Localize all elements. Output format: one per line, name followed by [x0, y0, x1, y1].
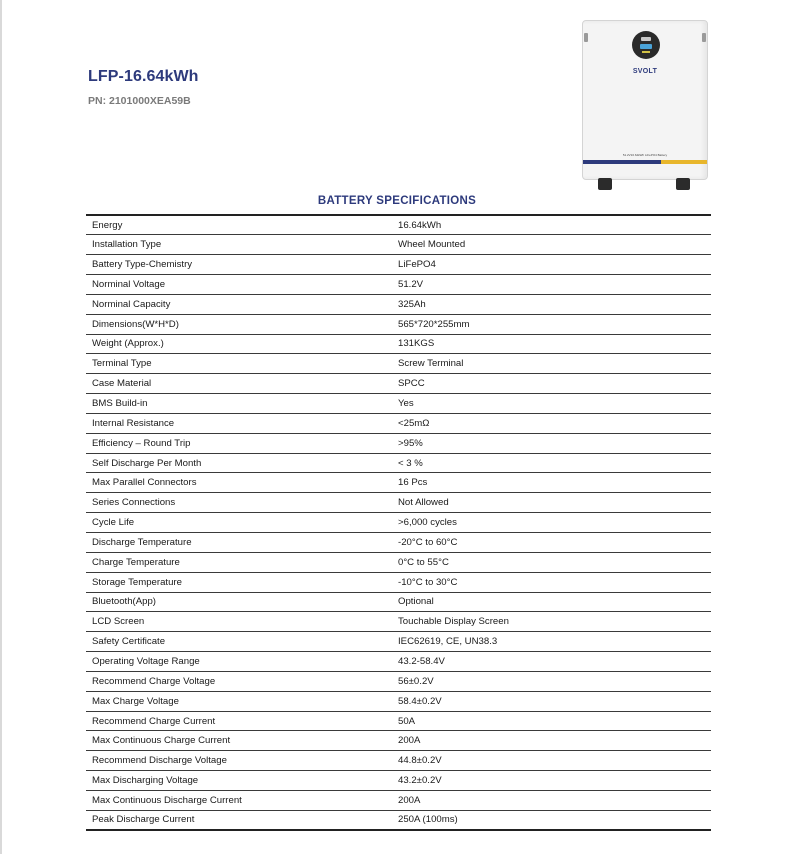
table-row: [86, 453, 711, 473]
spec-label: Internal Resistance: [86, 413, 392, 433]
spec-label: Battery Type-Chemistry: [86, 255, 392, 275]
spec-value: Optional: [392, 592, 711, 612]
table-row: [86, 810, 711, 830]
brand-logo: SVOLT: [632, 68, 658, 75]
spec-label: BMS Build-in: [86, 394, 392, 414]
spec-value: 16 Pcs: [392, 473, 711, 493]
spec-value: -20°C to 60°C: [392, 533, 711, 553]
mounting-bracket-left: [584, 33, 588, 42]
spec-label: Installation Type: [86, 235, 392, 255]
spec-label: Cycle Life: [86, 513, 392, 533]
spec-value: 250A (100ms): [392, 810, 711, 830]
spec-value: 16.64kWh: [392, 215, 711, 235]
color-stripe: [583, 160, 707, 164]
spec-label: Operating Voltage Range: [86, 652, 392, 672]
table-row: [86, 433, 711, 453]
wheel-left-icon: [598, 178, 612, 190]
table-row: [86, 374, 711, 394]
spec-value: 43.2-58.4V: [392, 652, 711, 672]
table-row: [86, 572, 711, 592]
table-row: [86, 314, 711, 334]
wheel-right-icon: [676, 178, 690, 190]
table-row: [86, 215, 711, 235]
spec-value: Not Allowed: [392, 493, 711, 513]
spec-label: Max Charge Voltage: [86, 691, 392, 711]
spec-value: Yes: [392, 394, 711, 414]
table-row: [86, 790, 711, 810]
spec-value: SPCC: [392, 374, 711, 394]
spec-label: LCD Screen: [86, 612, 392, 632]
table-row: [86, 255, 711, 275]
table-row: [86, 413, 711, 433]
spec-label: Norminal Capacity: [86, 294, 392, 314]
spec-label: Energy: [86, 215, 392, 235]
table-row: [86, 533, 711, 553]
page-edge: [0, 0, 2, 854]
spec-label: Case Material: [86, 374, 392, 394]
table-row: [86, 513, 711, 533]
spec-label: Max Parallel Connectors: [86, 473, 392, 493]
spec-label: Recommend Charge Voltage: [86, 671, 392, 691]
spec-value: >6,000 cycles: [392, 513, 711, 533]
spec-label: Dimensions(W*H*D): [86, 314, 392, 334]
spec-label: Charge Temperature: [86, 552, 392, 572]
spec-label: Peak Discharge Current: [86, 810, 392, 830]
table-row: [86, 394, 711, 414]
section-title: [0, 195, 794, 207]
table-row: [86, 652, 711, 672]
spec-label: Series Connections: [86, 493, 392, 513]
table-row: [86, 493, 711, 513]
battery-label: 51.2V16.64kWh LiFePO4 Battery: [622, 153, 668, 157]
table-row: [86, 751, 711, 771]
table-row: [86, 671, 711, 691]
spec-label: Safety Certificate: [86, 632, 392, 652]
mounting-bracket-right: [702, 33, 706, 42]
spec-value: Touchable Display Screen: [392, 612, 711, 632]
spec-value: 325Ah: [392, 294, 711, 314]
spec-value: 50A: [392, 711, 711, 731]
table-row: [86, 691, 711, 711]
spec-value: 565*720*255mm: [392, 314, 711, 334]
section-title-text: BATTERY SPECIFICATIONS: [317, 195, 477, 207]
spec-label: Weight (Approx.): [86, 334, 392, 354]
spec-value: 0°C to 55°C: [392, 552, 711, 572]
spec-value: 200A: [392, 731, 711, 751]
stripe-blue: [583, 160, 661, 164]
spec-value: 200A: [392, 790, 711, 810]
table-row: [86, 552, 711, 572]
spec-value: LiFePO4: [392, 255, 711, 275]
spec-label: Norminal Voltage: [86, 275, 392, 295]
spec-value: Screw Terminal: [392, 354, 711, 374]
spec-value: -10°C to 30°C: [392, 572, 711, 592]
table-row: [86, 334, 711, 354]
spec-value: >95%: [392, 433, 711, 453]
product-title: LFP-16.64kWh: [88, 68, 199, 85]
table-row: [86, 731, 711, 751]
specifications-table: [86, 214, 711, 831]
spec-value: <25mΩ: [392, 413, 711, 433]
spec-label: Max Discharging Voltage: [86, 771, 392, 791]
spec-label: Terminal Type: [86, 354, 392, 374]
table-row: [86, 473, 711, 493]
table-row: [86, 592, 711, 612]
stripe-gold: [661, 160, 707, 164]
table-row: [86, 354, 711, 374]
table-row: [86, 294, 711, 314]
spec-value: 58.4±0.2V: [392, 691, 711, 711]
table-row: [86, 612, 711, 632]
spec-value: 44.8±0.2V: [392, 751, 711, 771]
spec-value: 43.2±0.2V: [392, 771, 711, 791]
table-row: [86, 275, 711, 295]
spec-label: Max Continuous Charge Current: [86, 731, 392, 751]
part-number: PN: 2101000XEA59B: [88, 95, 191, 107]
spec-label: Max Continuous Discharge Current: [86, 790, 392, 810]
spec-label: Self Discharge Per Month: [86, 453, 392, 473]
spec-value: < 3 %: [392, 453, 711, 473]
spec-label: Efficiency – Round Trip: [86, 433, 392, 453]
table-row: [86, 771, 711, 791]
spec-label: Recommend Discharge Voltage: [86, 751, 392, 771]
spec-value: 131KGS: [392, 334, 711, 354]
spec-label: Storage Temperature: [86, 572, 392, 592]
spec-label: Bluetooth(App): [86, 592, 392, 612]
table-row: [86, 235, 711, 255]
battery-cabinet: [582, 20, 708, 180]
battery-product-image: [576, 20, 712, 192]
spec-label: Recommend Charge Current: [86, 711, 392, 731]
spec-value: 56±0.2V: [392, 671, 711, 691]
spec-value: IEC62619, CE, UN38.3: [392, 632, 711, 652]
table-row: [86, 632, 711, 652]
table-row: [86, 711, 711, 731]
spec-value: Wheel Mounted: [392, 235, 711, 255]
spec-value: 51.2V: [392, 275, 711, 295]
lcd-screen-icon: [632, 31, 660, 59]
spec-label: Discharge Temperature: [86, 533, 392, 553]
